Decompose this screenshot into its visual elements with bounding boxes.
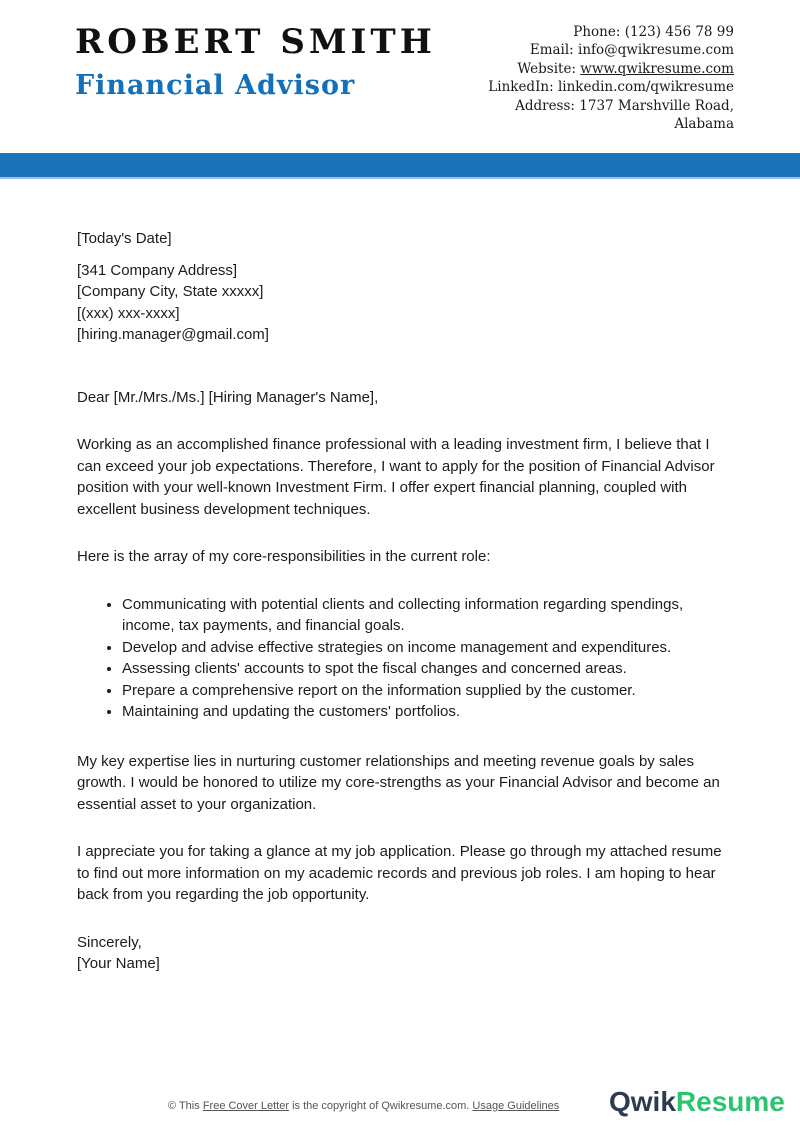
intro-paragraph: Working as an accomplished finance professional with a leading investment firm, I believe that I can exceed your job expectations. Therefore, I want to apply for the position of Financial Advisor position with your well-known Investment Firm. I offer expert financial planning, coupled with excellent business development techniques. (77, 436, 715, 518)
letter-body (77, 228, 736, 975)
accent-divider-bar (0, 153, 800, 179)
list-item: • Assessing clients' accounts to spot the fiscal changes and concerned areas. (122, 658, 736, 680)
contact-address-line2 (488, 115, 734, 133)
free-cover-letter-link[interactable]: Free Cover Letter (202, 1100, 290, 1112)
recipient-email-line: [hiring.manager@gmail.com] (77, 326, 269, 343)
copyright-middle: is the copyright of Qwikresume.com. (289, 1100, 473, 1112)
date-placeholder: [Today's Date] (77, 230, 172, 247)
contact-phone (488, 23, 734, 41)
signature-placeholder: [Your Name] (77, 955, 160, 972)
recipient-address-line: [341 Company Address] (77, 261, 238, 279)
logo-text-resume: Resume (675, 1086, 785, 1117)
contact-phone-value: (123) 456 78 99 (624, 24, 734, 40)
usage-guidelines-link[interactable]: Usage Guidelines (472, 1100, 560, 1112)
list-item: • Develop and advise effective strategies on income management and expenditures. (122, 637, 736, 659)
contact-linkedin-label: LinkedIn: (488, 79, 554, 96)
responsibilities-list (77, 594, 736, 723)
contact-website-link[interactable]: www.qwikresume.com (580, 60, 734, 77)
contact-linkedin (488, 78, 734, 96)
qwikresume-logo[interactable] (609, 1086, 785, 1118)
closing-paragraph: I appreciate you for taking a glance at my job application. Please go through my attached resume to find out more information on my academic records and previous job roles. I am hoping to hear back from you regarding the job opportunity. (77, 843, 722, 903)
contact-address-value1: 1737 Marshville Road, (579, 97, 734, 114)
contact-email-value: info@qwikresume.com (578, 42, 734, 59)
contact-email-label: Email: (529, 42, 574, 59)
responsibilities-intro: Here is the array of my core-responsibilities in the current role: (77, 548, 491, 565)
signoff-block (77, 932, 736, 975)
list-item: • Communicating with potential clients and collecting information regarding spendings, income, tax payments, and financial goals. (122, 594, 736, 637)
contact-block (488, 23, 734, 133)
copyright-prefix: © This (168, 1100, 203, 1112)
contact-address-line1 (488, 97, 734, 115)
expertise-paragraph: My key expertise lies in nurturing customer relationships and meeting revenue goals by sales growth. I would be honored to utilize my core-strengths as your Financial Advisor and become an essential asset to your organization. (77, 752, 720, 813)
contact-address-value2: Alabama (674, 116, 734, 133)
contact-website-label: Website: (517, 60, 576, 77)
recipient-city-line: [Company City, State xxxxx] (77, 283, 264, 300)
header-identity (75, 22, 436, 101)
person-job-title: Financial Advisor (75, 70, 356, 101)
logo-text-qwik: Qwik (609, 1086, 676, 1117)
recipient-block (77, 260, 736, 346)
contact-linkedin-value: linkedin.com/qwikresume (557, 79, 734, 96)
list-item: • Maintaining and updating the customers' portfolios. (122, 701, 736, 723)
contact-phone-label: Phone: (573, 24, 621, 40)
footer-copyright (168, 1100, 559, 1112)
recipient-phone-line: [(xxx) xxx-xxxx] (77, 304, 180, 322)
person-name: ROBERT SMITH (75, 22, 436, 62)
contact-website (488, 60, 734, 78)
list-item: • Prepare a comprehensive report on the information supplied by the customer. (122, 680, 736, 702)
contact-email (488, 41, 734, 59)
greeting-line: Dear [Mr./Mrs./Ms.] [Hiring Manager's Name], (77, 388, 379, 406)
contact-address-label: Address: (515, 97, 575, 114)
closing-salutation: Sincerely, (77, 933, 142, 951)
